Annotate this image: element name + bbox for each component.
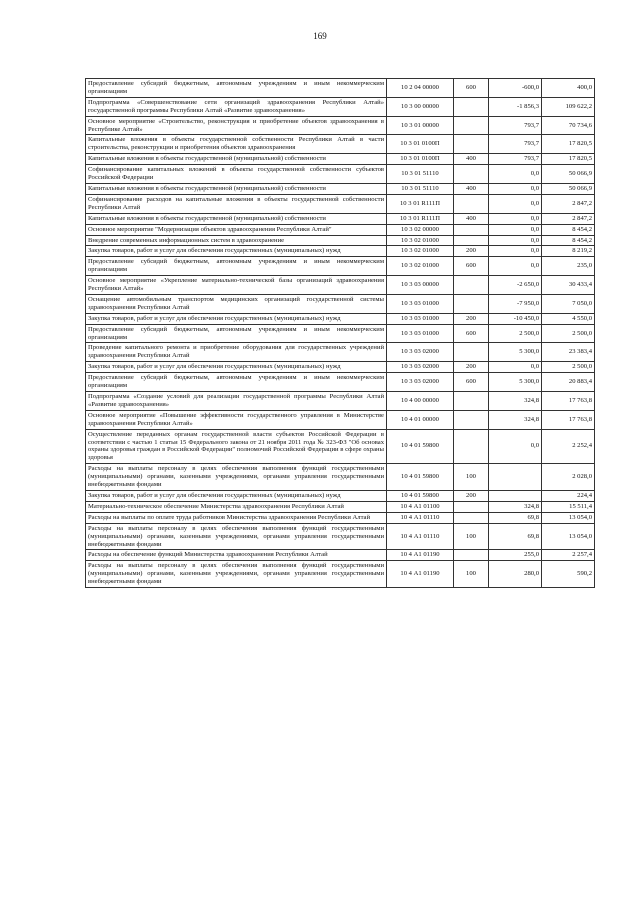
budget-table — [85, 78, 595, 588]
row-name-cell: Закупка товаров, работ и услуг для обеспечения государственных (муниципальных) нужд — [86, 313, 387, 324]
row-total-cell: 70 734,6 — [542, 116, 595, 135]
row-code-cell: 10 3 03 01000 — [387, 313, 454, 324]
table-row — [86, 224, 595, 235]
row-change-cell: 0,0 — [489, 183, 542, 194]
row-change-cell: -7 950,0 — [489, 294, 542, 313]
row-expense-type-cell — [454, 501, 489, 512]
table-row — [86, 490, 595, 501]
row-name-cell: Закупка товаров, работ и услуг для обеспечения государственных (муниципальных) нужд — [86, 362, 387, 373]
row-name-cell: Предоставление субсидий бюджетным, автономным учреждениям и иным некоммерческим организациям — [86, 324, 387, 343]
row-name-cell: Внедрение современных информационных систем в здравоохранение — [86, 235, 387, 246]
row-name-cell: Основное мероприятие "Модернизация объектов здравоохранения Республики Алтай" — [86, 224, 387, 235]
row-code-cell: 10 3 02 01000 — [387, 246, 454, 257]
row-total-cell: 2 257,4 — [542, 550, 595, 561]
table-row — [86, 79, 595, 98]
row-code-cell: 10 4 А1 01190 — [387, 561, 454, 588]
row-name-cell: Оснащение автомобильным транспортом медицинских организаций государственной системы здравоохранения Республики Алтай — [86, 294, 387, 313]
row-expense-type-cell — [454, 512, 489, 523]
row-expense-type-cell: 100 — [454, 561, 489, 588]
row-expense-type-cell — [454, 135, 489, 154]
row-expense-type-cell — [454, 343, 489, 362]
row-code-cell: 10 4 01 00000 — [387, 410, 454, 429]
table-row — [86, 362, 595, 373]
row-change-cell: 69,8 — [489, 523, 542, 550]
row-total-cell: 2 028,0 — [542, 464, 595, 491]
row-change-cell: 69,8 — [489, 512, 542, 523]
row-total-cell: 50 066,9 — [542, 165, 595, 184]
row-name-cell: Софинансирование капитальных вложений в объекты государственной собственности субъектов Российской Федерации — [86, 165, 387, 184]
row-expense-type-cell — [454, 276, 489, 295]
table-row — [86, 235, 595, 246]
row-expense-type-cell: 100 — [454, 464, 489, 491]
table-row — [86, 246, 595, 257]
row-change-cell: 255,0 — [489, 550, 542, 561]
page-number: 169 — [313, 31, 327, 41]
row-expense-type-cell — [454, 165, 489, 184]
row-name-cell: Расходы на выплаты по оплате труда работников Министерства здравоохранения Республики Алтай — [86, 512, 387, 523]
row-name-cell: Основное мероприятие «Укрепление материально-технической базы организаций здравоохранения Республики Алтай» — [86, 276, 387, 295]
row-change-cell: 324,8 — [489, 392, 542, 411]
row-change-cell: 0,0 — [489, 224, 542, 235]
row-name-cell: Расходы на обеспечение функций Министерства здравоохранения Республики Алтай — [86, 550, 387, 561]
row-code-cell: 10 4 А1 01100 — [387, 501, 454, 512]
row-total-cell: 17 763,8 — [542, 410, 595, 429]
row-code-cell: 10 3 02 01000 — [387, 257, 454, 276]
row-expense-type-cell — [454, 235, 489, 246]
row-name-cell: Осуществление переданных органам государственной власти субъектов Российской Федерации в соответствии с частью 1 статьи 15 Федерального закона от 21 ноября 2011 года № 323-ФЗ "Об основах охраны здоровья граждан в Российской Федерации" полномочий Российской Федерации в сфере охраны здоровья — [86, 429, 387, 464]
table-row — [86, 257, 595, 276]
row-expense-type-cell: 400 — [454, 213, 489, 224]
row-expense-type-cell: 200 — [454, 490, 489, 501]
row-change-cell — [489, 464, 542, 491]
row-change-cell: 793,7 — [489, 135, 542, 154]
row-change-cell: 0,0 — [489, 235, 542, 246]
row-code-cell: 10 3 03 02000 — [387, 343, 454, 362]
row-name-cell: Расходы на выплаты персоналу в целях обеспечения выполнения функций государственными (муниципальными) органами, казенными учреждениями, органами управления государственными внебюджетными фондами — [86, 561, 387, 588]
table-row — [86, 429, 595, 464]
row-total-cell: 2 500,0 — [542, 324, 595, 343]
row-change-cell: 2 500,0 — [489, 324, 542, 343]
row-total-cell: 2 847,2 — [542, 213, 595, 224]
row-name-cell: Капитальные вложения в объекты государственной (муниципальной) собственности — [86, 154, 387, 165]
row-expense-type-cell — [454, 224, 489, 235]
row-change-cell: 793,7 — [489, 116, 542, 135]
row-code-cell: 10 4 01 59800 — [387, 429, 454, 464]
row-code-cell: 10 3 03 01000 — [387, 294, 454, 313]
row-total-cell: 17 820,5 — [542, 154, 595, 165]
row-code-cell: 10 4 А1 01110 — [387, 512, 454, 523]
budget-table-body — [86, 79, 595, 588]
row-code-cell: 10 4 А1 01110 — [387, 523, 454, 550]
row-change-cell: 324,8 — [489, 410, 542, 429]
table-row — [86, 550, 595, 561]
row-name-cell: Проведение капитального ремонта и приобретение оборудования для государственных учреждений здравоохранения Республики Алтай — [86, 343, 387, 362]
row-change-cell: 5 300,0 — [489, 343, 542, 362]
row-code-cell: 10 3 03 02000 — [387, 362, 454, 373]
table-row — [86, 116, 595, 135]
row-total-cell: 30 433,4 — [542, 276, 595, 295]
table-row — [86, 512, 595, 523]
row-name-cell: Капитальные вложения в объекты государственной (муниципальной) собственности — [86, 213, 387, 224]
row-total-cell: 17 820,5 — [542, 135, 595, 154]
row-name-cell: Основное мероприятие «Повышение эффективности государственного управления в Министерстве здравоохранения Республики Алтай» — [86, 410, 387, 429]
row-expense-type-cell — [454, 550, 489, 561]
table-row — [86, 561, 595, 588]
row-change-cell: 0,0 — [489, 246, 542, 257]
row-total-cell: 400,0 — [542, 79, 595, 98]
row-total-cell: 4 550,0 — [542, 313, 595, 324]
row-name-cell: Расходы на выплаты персоналу в целях обеспечения выполнения функций государственными (муниципальными) органами, казенными учреждениями, органами управления государственными внебюджетными фондами — [86, 523, 387, 550]
row-code-cell: 10 4 01 59800 — [387, 464, 454, 491]
row-total-cell: 224,4 — [542, 490, 595, 501]
row-change-cell: 0,0 — [489, 213, 542, 224]
row-code-cell: 10 3 03 01000 — [387, 324, 454, 343]
row-name-cell: Предоставление субсидий бюджетным, автономным учреждениям и иным некоммерческим организациям — [86, 79, 387, 98]
row-expense-type-cell: 600 — [454, 79, 489, 98]
row-change-cell: 0,0 — [489, 165, 542, 184]
row-code-cell: 10 4 А1 01190 — [387, 550, 454, 561]
row-expense-type-cell: 600 — [454, 257, 489, 276]
row-code-cell: 10 3 01 R111П — [387, 213, 454, 224]
row-total-cell: 20 883,4 — [542, 373, 595, 392]
row-name-cell: Закупка товаров, работ и услуг для обеспечения государственных (муниципальных) нужд — [86, 246, 387, 257]
row-change-cell: -600,0 — [489, 79, 542, 98]
row-code-cell: 10 4 00 00000 — [387, 392, 454, 411]
row-total-cell: 13 054,0 — [542, 512, 595, 523]
row-expense-type-cell — [454, 116, 489, 135]
table-row — [86, 183, 595, 194]
row-total-cell: 235,0 — [542, 257, 595, 276]
row-total-cell: 8 454,2 — [542, 224, 595, 235]
row-total-cell: 2 500,0 — [542, 362, 595, 373]
row-name-cell: Основное мероприятие «Строительство, реконструкция и приобретение объектов здравоохранения в Республике Алтай» — [86, 116, 387, 135]
row-code-cell: 10 3 03 02000 — [387, 373, 454, 392]
row-change-cell: -10 450,0 — [489, 313, 542, 324]
table-row — [86, 294, 595, 313]
table-row — [86, 97, 595, 116]
row-code-cell: 10 3 01 51110 — [387, 165, 454, 184]
row-expense-type-cell — [454, 97, 489, 116]
row-name-cell: Подпрограмма «Совершенствование сети организаций здравоохранения Республики Алтай» государственной программы Республики Алтай «Развитие здравоохранения» — [86, 97, 387, 116]
table-row — [86, 154, 595, 165]
table-row — [86, 324, 595, 343]
row-change-cell: 0,0 — [489, 257, 542, 276]
row-name-cell: Закупка товаров, работ и услуг для обеспечения государственных (муниципальных) нужд — [86, 490, 387, 501]
row-total-cell: 590,2 — [542, 561, 595, 588]
table-row — [86, 343, 595, 362]
table-row — [86, 276, 595, 295]
row-change-cell: -2 650,0 — [489, 276, 542, 295]
row-total-cell: 13 054,0 — [542, 523, 595, 550]
row-expense-type-cell: 400 — [454, 183, 489, 194]
row-name-cell: Предоставление субсидий бюджетным, автономным учреждениям и иным некоммерческим организациям — [86, 257, 387, 276]
row-total-cell: 7 050,0 — [542, 294, 595, 313]
row-change-cell: 280,0 — [489, 561, 542, 588]
row-code-cell: 10 4 01 59800 — [387, 490, 454, 501]
row-code-cell: 10 3 01 51110 — [387, 183, 454, 194]
row-change-cell: 324,8 — [489, 501, 542, 512]
table-row — [86, 313, 595, 324]
row-name-cell: Материально-техническое обеспечение Министерства здравоохранения Республики Алтай — [86, 501, 387, 512]
row-expense-type-cell — [454, 410, 489, 429]
table-row — [86, 194, 595, 213]
row-code-cell: 10 3 02 01000 — [387, 235, 454, 246]
row-name-cell: Предоставление субсидий бюджетным, автономным учреждениям и иным некоммерческим организациям — [86, 373, 387, 392]
row-total-cell: 15 511,4 — [542, 501, 595, 512]
table-row — [86, 410, 595, 429]
row-name-cell: Подпрограмма «Создание условий для реализации государственной программы Республики Алтай «Развитие здравоохранения» — [86, 392, 387, 411]
row-expense-type-cell: 200 — [454, 246, 489, 257]
row-code-cell: 10 3 01 R111П — [387, 194, 454, 213]
row-total-cell: 17 763,8 — [542, 392, 595, 411]
row-expense-type-cell: 400 — [454, 154, 489, 165]
table-row — [86, 392, 595, 411]
row-change-cell: 0,0 — [489, 362, 542, 373]
row-code-cell: 10 3 01 0100П — [387, 154, 454, 165]
row-change-cell: 0,0 — [489, 429, 542, 464]
row-expense-type-cell — [454, 392, 489, 411]
table-row — [86, 501, 595, 512]
row-total-cell: 109 622,2 — [542, 97, 595, 116]
row-expense-type-cell — [454, 429, 489, 464]
row-name-cell: Капитальные вложения в объекты государственной (муниципальной) собственности — [86, 183, 387, 194]
row-total-cell: 23 383,4 — [542, 343, 595, 362]
row-change-cell: 5 300,0 — [489, 373, 542, 392]
row-change-cell: -1 856,3 — [489, 97, 542, 116]
row-name-cell: Софинансирование расходов на капитальные вложения в объекты государственной собственности Республики Алтай — [86, 194, 387, 213]
row-code-cell: 10 3 03 00000 — [387, 276, 454, 295]
row-expense-type-cell: 600 — [454, 324, 489, 343]
row-change-cell — [489, 490, 542, 501]
row-code-cell: 10 2 04 00000 — [387, 79, 454, 98]
table-row — [86, 165, 595, 184]
row-expense-type-cell: 600 — [454, 373, 489, 392]
row-total-cell: 8 454,2 — [542, 235, 595, 246]
table-row — [86, 135, 595, 154]
row-total-cell: 2 252,4 — [542, 429, 595, 464]
table-row — [86, 373, 595, 392]
row-change-cell: 0,0 — [489, 194, 542, 213]
row-expense-type-cell — [454, 294, 489, 313]
table-row — [86, 523, 595, 550]
row-code-cell: 10 3 02 00000 — [387, 224, 454, 235]
row-total-cell: 2 847,2 — [542, 194, 595, 213]
table-row — [86, 213, 595, 224]
row-expense-type-cell: 200 — [454, 313, 489, 324]
row-code-cell: 10 3 00 00000 — [387, 97, 454, 116]
row-total-cell: 8 219,2 — [542, 246, 595, 257]
row-expense-type-cell: 100 — [454, 523, 489, 550]
row-name-cell: Капитальные вложения в объекты государственной собственности Республики Алтай в части строительства, реконструкции и приобретения объектов здравоохранения — [86, 135, 387, 154]
row-code-cell: 10 3 01 0100П — [387, 135, 454, 154]
row-change-cell: 793,7 — [489, 154, 542, 165]
row-code-cell: 10 3 01 00000 — [387, 116, 454, 135]
row-expense-type-cell: 200 — [454, 362, 489, 373]
row-expense-type-cell — [454, 194, 489, 213]
row-name-cell: Расходы на выплаты персоналу в целях обеспечения выполнения функций государственными (муниципальными) органами, казенными учреждениями, органами управления государственными внебюджетными фондами — [86, 464, 387, 491]
table-row — [86, 464, 595, 491]
row-total-cell: 50 066,9 — [542, 183, 595, 194]
